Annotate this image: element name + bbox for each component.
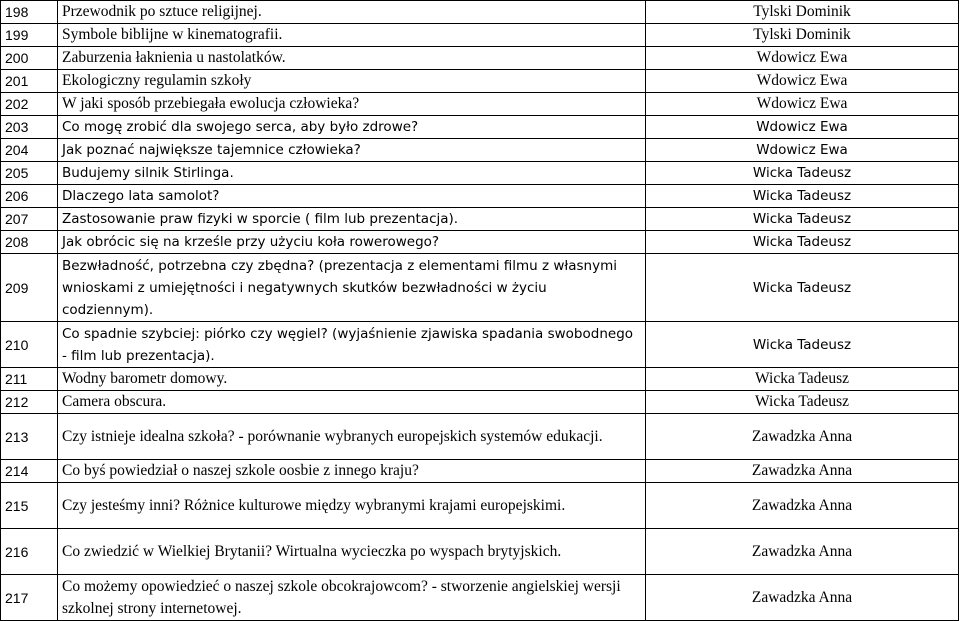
table-row bbox=[1, 47, 959, 70]
table-row bbox=[1, 391, 959, 414]
topic-number: 216 bbox=[1, 529, 58, 575]
topic-title: Camera obscura. bbox=[58, 391, 646, 414]
topic-number: 207 bbox=[1, 208, 58, 231]
topic-supervisor: Wicka Tadeusz bbox=[646, 254, 959, 322]
topic-number: 198 bbox=[1, 1, 58, 24]
topic-title: Ekologiczny regulamin szkoły bbox=[58, 70, 646, 93]
topic-number: 202 bbox=[1, 93, 58, 116]
table-row bbox=[1, 1, 959, 24]
topic-title: Jak poznać największe tajemnice człowieka? bbox=[58, 139, 646, 162]
topic-supervisor: Wdowicz Ewa bbox=[646, 93, 959, 116]
topic-title: Bezwładność, potrzebna czy zbędna? (prezentacja z elementami filmu z własnymi wnioskami z umiejętności i negatywnych skutków bezwładności w życiu codziennym). bbox=[58, 254, 646, 322]
table-row bbox=[1, 460, 959, 483]
topic-title: Przewodnik po sztuce religijnej. bbox=[58, 1, 646, 24]
topic-title: Co możemy opowiedzieć o naszej szkole obcokrajowcom? - stworzenie angielskiej wersji szkolnej strony internetowej. bbox=[58, 575, 646, 621]
topic-supervisor: Wdowicz Ewa bbox=[646, 47, 959, 70]
topic-supervisor: Wdowicz Ewa bbox=[646, 139, 959, 162]
topic-title: Co spadnie szybciej: piórko czy węgiel? (wyjaśnienie zjawiska spadania swobodnego - film lub prezentacja). bbox=[58, 322, 646, 368]
topic-number: 209 bbox=[1, 254, 58, 322]
topic-title: Dlaczego lata samolot? bbox=[58, 185, 646, 208]
topic-supervisor: Zawadzka Anna bbox=[646, 529, 959, 575]
topic-supervisor: Tylski Dominik bbox=[646, 1, 959, 24]
topic-title: Czy istnieje idealna szkoła? - porównanie wybranych europejskich systemów edukacji. bbox=[58, 414, 646, 460]
topic-supervisor: Wicka Tadeusz bbox=[646, 185, 959, 208]
table-row bbox=[1, 116, 959, 139]
topic-number: 208 bbox=[1, 231, 58, 254]
topic-supervisor: Zawadzka Anna bbox=[646, 460, 959, 483]
topic-title: Co mogę zrobić dla swojego serca, aby było zdrowe? bbox=[58, 116, 646, 139]
table-row bbox=[1, 185, 959, 208]
topic-number: 204 bbox=[1, 139, 58, 162]
table-row bbox=[1, 322, 959, 368]
topic-title: Budujemy silnik Stirlinga. bbox=[58, 162, 646, 185]
table-row bbox=[1, 254, 959, 322]
topic-title: Zaburzenia łaknienia u nastolatków. bbox=[58, 47, 646, 70]
topic-supervisor: Wdowicz Ewa bbox=[646, 70, 959, 93]
table-row bbox=[1, 70, 959, 93]
table-row bbox=[1, 529, 959, 575]
topic-supervisor: Wicka Tadeusz bbox=[646, 208, 959, 231]
topic-title: Co zwiedzić w Wielkiej Brytanii? Wirtualna wycieczka po wyspach brytyjskich. bbox=[58, 529, 646, 575]
table-row bbox=[1, 24, 959, 47]
topic-number: 201 bbox=[1, 70, 58, 93]
topic-supervisor: Wicka Tadeusz bbox=[646, 391, 959, 414]
topic-supervisor: Wicka Tadeusz bbox=[646, 368, 959, 391]
topic-number: 214 bbox=[1, 460, 58, 483]
topic-supervisor: Wicka Tadeusz bbox=[646, 231, 959, 254]
topic-title: Jak obrócic się na krześle przy użyciu koła rowerowego? bbox=[58, 231, 646, 254]
topic-number: 206 bbox=[1, 185, 58, 208]
topic-title: W jaki sposób przebiegała ewolucja człowieka? bbox=[58, 93, 646, 116]
topic-number: 199 bbox=[1, 24, 58, 47]
topic-number: 200 bbox=[1, 47, 58, 70]
table-row bbox=[1, 139, 959, 162]
table-row bbox=[1, 93, 959, 116]
topic-number: 212 bbox=[1, 391, 58, 414]
topic-supervisor: Wicka Tadeusz bbox=[646, 322, 959, 368]
table-row bbox=[1, 483, 959, 529]
topic-number: 210 bbox=[1, 322, 58, 368]
topic-number: 217 bbox=[1, 575, 58, 621]
table-row bbox=[1, 162, 959, 185]
topic-number: 213 bbox=[1, 414, 58, 460]
topic-supervisor: Zawadzka Anna bbox=[646, 483, 959, 529]
topic-supervisor: Wicka Tadeusz bbox=[646, 162, 959, 185]
topic-supervisor: Zawadzka Anna bbox=[646, 575, 959, 621]
topic-supervisor: Tylski Dominik bbox=[646, 24, 959, 47]
topic-supervisor: Zawadzka Anna bbox=[646, 414, 959, 460]
topic-title: Co byś powiedział o naszej szkole oosbie z innego kraju? bbox=[58, 460, 646, 483]
topic-title: Symbole biblijne w kinematografii. bbox=[58, 24, 646, 47]
topic-number: 205 bbox=[1, 162, 58, 185]
table-row bbox=[1, 231, 959, 254]
table-row bbox=[1, 368, 959, 391]
table-row bbox=[1, 414, 959, 460]
topics-table-body bbox=[1, 1, 959, 621]
table-row bbox=[1, 208, 959, 231]
topic-number: 215 bbox=[1, 483, 58, 529]
topic-title: Zastosowanie praw fizyki w sporcie ( film lub prezentacja). bbox=[58, 208, 646, 231]
topic-title: Wodny barometr domowy. bbox=[58, 368, 646, 391]
topic-supervisor: Wdowicz Ewa bbox=[646, 116, 959, 139]
topic-number: 203 bbox=[1, 116, 58, 139]
topic-number: 211 bbox=[1, 368, 58, 391]
topic-title: Czy jesteśmy inni? Różnice kulturowe między wybranymi krajami europejskimi. bbox=[58, 483, 646, 529]
